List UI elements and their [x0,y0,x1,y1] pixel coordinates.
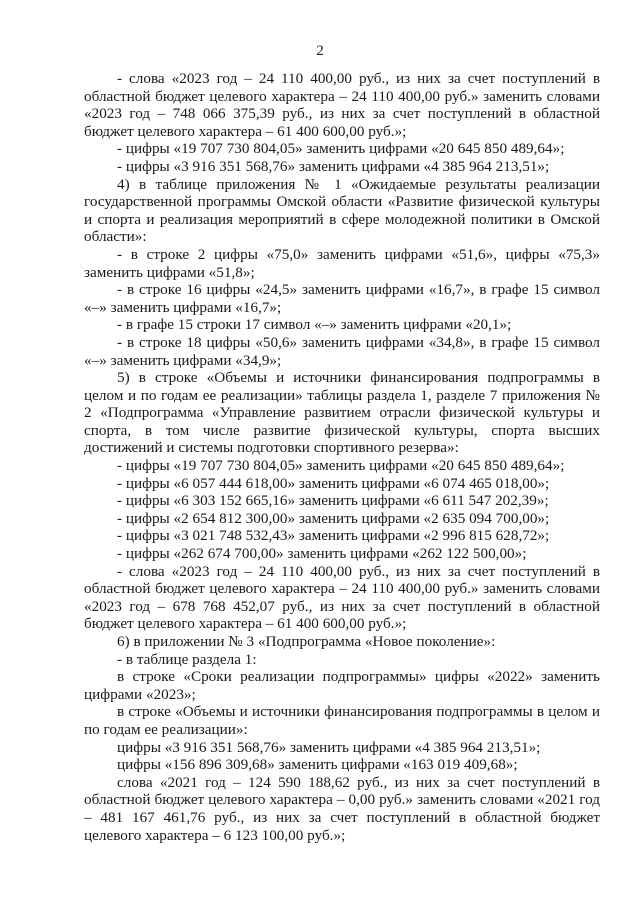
paragraph: - слова «2023 год – 24 110 400,00 руб., из них за счет поступлений в областной бюджет целевого характера – 24 110 400,00 руб.» заменить словами «2023 год – 678 768 452,07 руб., из них за счет поступлений в областной бюджет целевого характера – 61 400 600,00 руб.»; [84,562,600,633]
paragraph: слова «2021 год – 124 590 188,62 руб., из них за счет поступлений в областной бюджет целевого характера – 0,00 руб.» заменить словами «2021 год – 481 167 461,76 руб., из них за счет поступлений в областной бюджет целевого характера – 6 123 100,00 руб.»; [84,773,600,844]
paragraph: - в графе 15 строки 17 символ «–» заменить цифрами «20,1»; [117,316,512,334]
paragraph: - цифры «19 707 730 804,05» заменить цифрами «20 645 850 489,64»; [117,457,565,475]
paragraph: - цифры «19 707 730 804,05» заменить цифрами «20 645 850 489,64»; [117,140,565,158]
paragraph: 6) в приложении № 3 «Подпрограмма «Новое поколение»: [117,633,496,650]
document-body [84,70,600,844]
paragraph: - в строке 16 цифры «24,5» заменить цифрами «16,7», в графе 15 символ «–» заменить цифрами «16,7»; [84,281,600,316]
paragraph: цифры «156 896 309,68» заменить цифрами «163 019 409,68»; [117,756,518,774]
paragraph: - в таблице раздела 1: [117,650,257,668]
page-number: 2 [316,43,324,59]
paragraph: - слова «2023 год – 24 110 400,00 руб., из них за счет поступлений в областной бюджет целевого характера – 24 110 400,00 руб.» заменить словами «2023 год – 748 066 375,39 руб., из них за счет поступлений в областной бюджет целевого характера – 61 400 600,00 руб.»; [84,70,600,140]
paragraph: - в строке 2 цифры «75,0» заменить цифрами «51,6», цифры «75,3» заменить цифрами «51,8»; [84,245,600,281]
paragraph: - цифры «262 674 700,00» заменить цифрами «262 122 500,00»; [117,545,527,563]
paragraph: - цифры «2 654 812 300,00» заменить цифрами «2 635 094 700,00»; [117,509,550,527]
paragraph: - в строке 18 цифры «50,6» заменить цифрами «34,8», в графе 15 символ «–» заменить цифрами «34,9»; [84,333,600,369]
paragraph: - цифры «6 057 444 618,00» заменить цифрами «6 074 465 018,00»; [117,474,550,492]
paragraph: 4) в таблице приложения № 1 «Ожидаемые результаты реализации государственной программы Омской области «Развитие физической культуры и спорта и реализация мероприятий в сфере молодежной политики в Омской области»: [84,175,600,246]
paragraph: - цифры «6 303 152 665,16» заменить цифрами «6 611 547 202,39»; [117,492,549,510]
paragraph: - цифры «3 916 351 568,76» заменить цифрами «4 385 964 213,51»; [117,157,550,175]
paragraph: в строке «Объемы и источники финансирования подпрограммы в целом и по годам ее реализации»: [84,703,600,738]
paragraph: - цифры «3 021 748 532,43» заменить цифрами «2 996 815 628,72»; [117,527,550,545]
paragraph: 5) в строке «Объемы и источники финансирования подпрограммы в целом и по годам ее реализации» таблицы раздела 1, разделе 7 приложения № 2 «Подпрограмма «Управление развитием отрасли физической культуры и спорта, в том числе развитие физической культуры, спорта высших достижений и системы подготовки спортивного резерва»: [84,369,600,457]
paragraph: в строке «Сроки реализации подпрограммы» цифры «2022» заменить цифрами «2023»; [84,668,600,703]
paragraph: цифры «3 916 351 568,76» заменить цифрами «4 385 964 213,51»; [117,738,541,756]
